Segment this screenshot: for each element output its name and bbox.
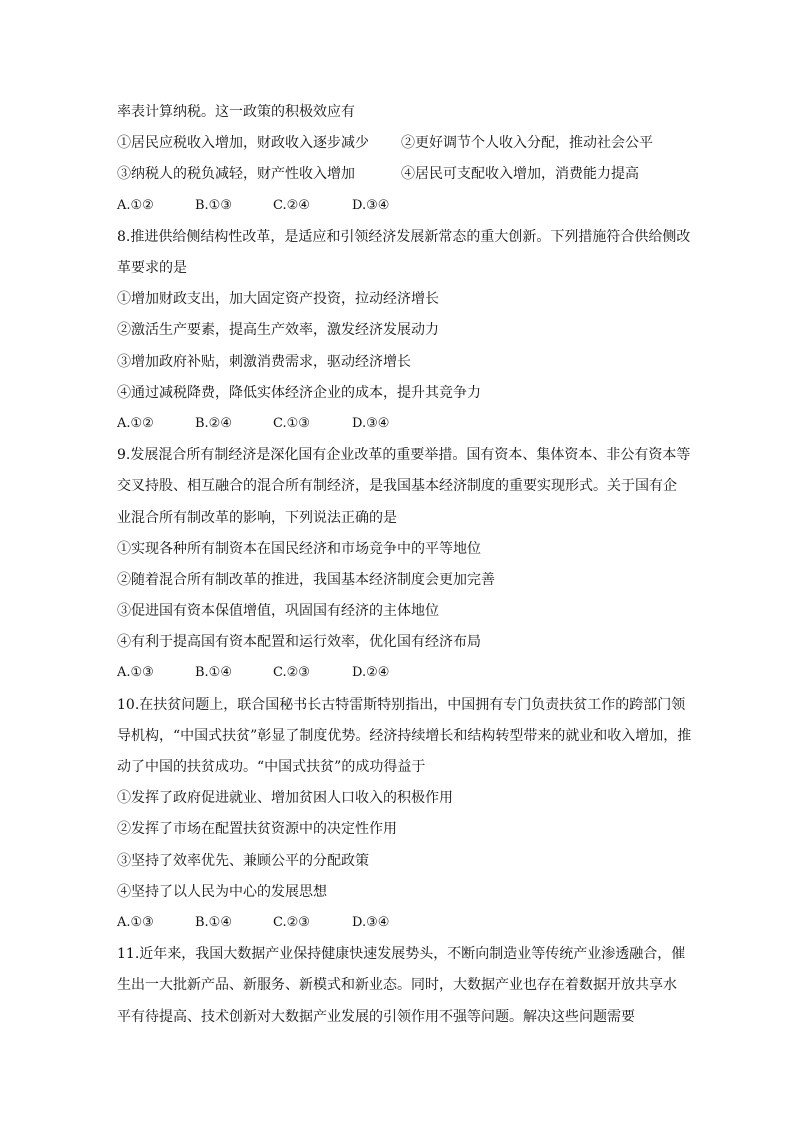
q7-statement-4: ④居民可支配收入增加，消费能力提高	[401, 166, 639, 182]
q8-stem-line-1: 8.推进供给侧结构性改革，是适应和引领经济发展新常态的重大创新。下列措施符合供给侧改	[117, 229, 691, 245]
q10-stem-line-2: 导机构，“中国式扶贫”彰显了制度优势。经济持续增长和结构转型带来的就业和收入增加，推	[117, 728, 692, 744]
q10-statement-1: ①发挥了政府促进就业、增加贫困人口收入的积极作用	[117, 790, 453, 806]
q7-statement-row-2	[117, 165, 639, 183]
q7-statement-2: ②更好调节个人收入分配，推动社会公平	[401, 135, 653, 151]
q7-statement-row-1	[117, 134, 653, 152]
q10-stem-line-3: 动了中国的扶贫成功。“中国式扶贫”的成功得益于	[117, 759, 426, 775]
q8-option-b: B.②④	[195, 416, 232, 431]
q9-option-d: D.②④	[352, 665, 390, 680]
q8-option-c: C.①③	[273, 416, 310, 431]
q8-statement-4: ④通过减税降费，降低实体经济企业的成本，提升其竞争力	[117, 385, 481, 401]
q7-statement-3: ③纳税人的税负减轻，财产性收入增加	[117, 166, 355, 182]
q7-option-c: C.②④	[273, 198, 310, 213]
q11-stem-line-1: 11.近年来，我国大数据产业保持健康快速发展势头，不断向制造业等传统产业渗透融合，催	[117, 946, 686, 962]
q10-stem-line-1: 10.在扶贫问题上，联合国秘书长古特雷斯特别指出，中国拥有专门负责扶贫工作的跨部门领	[117, 697, 686, 713]
q8-option-d: D.③④	[352, 416, 390, 431]
q7-options	[117, 197, 389, 215]
q9-options	[117, 664, 389, 682]
q11-stem-line-3: 平有待提高、技术创新对大数据产业发展的引领作用不强等问题。解决这些问题需要	[117, 1009, 635, 1025]
q9-option-b: B.①④	[195, 665, 232, 680]
q9-option-a: A.①③	[117, 665, 154, 680]
q8-statement-2: ②激活生产要素，提高生产效率，激发经济发展动力	[117, 322, 439, 338]
q10-statement-2: ②发挥了市场在配置扶贫资源中的决定性作用	[117, 821, 397, 837]
q9-statement-2: ②随着混合所有制改革的推进，我国基本经济制度会更加完善	[117, 572, 495, 588]
q9-statement-3: ③促进国有资本保值增值，巩固国有经济的主体地位	[117, 603, 439, 619]
q10-option-a: A.①③	[117, 915, 154, 930]
q8-stem-line-2: 革要求的是	[117, 260, 187, 276]
q7-statement-1: ①居民应税收入增加，财政收入逐步减少	[117, 135, 369, 151]
q8-option-a: A.①②	[117, 416, 154, 431]
q7-option-b: B.①③	[195, 198, 232, 213]
q9-stem-line-1: 9.发展混合所有制经济是深化国有企业改革的重要举措。国有资本、集体资本、非公有资本等	[117, 447, 691, 463]
q10-options	[117, 914, 389, 932]
q9-option-c: C.②③	[273, 665, 310, 680]
q9-statement-1: ①实现各种所有制资本在国民经济和市场竞争中的平等地位	[117, 541, 481, 557]
q7-option-d: D.③④	[352, 198, 390, 213]
q7-stem-continuation: 率表计算纳税。这一政策的积极效应有	[117, 104, 355, 120]
q8-options	[117, 415, 389, 433]
q7-option-a: A.①②	[117, 198, 154, 213]
q10-option-b: B.①④	[195, 915, 232, 930]
q10-option-c: C.②③	[273, 915, 310, 930]
q8-statement-3: ③增加政府补贴，刺激消费需求，驱动经济增长	[117, 354, 411, 370]
q10-statement-4: ④坚持了以人民为中心的发展思想	[117, 884, 327, 900]
q11-stem-line-2: 生出一大批新产品、新服务、新模式和新业态。同时，大数据产业也存在着数据开放共享水	[117, 977, 677, 993]
q10-option-d: D.③④	[352, 915, 390, 930]
q9-statement-4: ④有利于提高国有资本配置和运行效率，优化国有经济布局	[117, 634, 481, 650]
q9-stem-line-2: 交叉持股、相互融合的混合所有制经济，是我国基本经济制度的重要实现形式。关于国有企	[117, 478, 677, 494]
q8-statement-1: ①增加财政支出，加大固定资产投资，拉动经济增长	[117, 291, 439, 307]
q10-statement-3: ③坚持了效率优先、兼顾公平的分配政策	[117, 853, 369, 869]
q9-stem-line-3: 业混合所有制改革的影响，下列说法正确的是	[117, 510, 397, 526]
